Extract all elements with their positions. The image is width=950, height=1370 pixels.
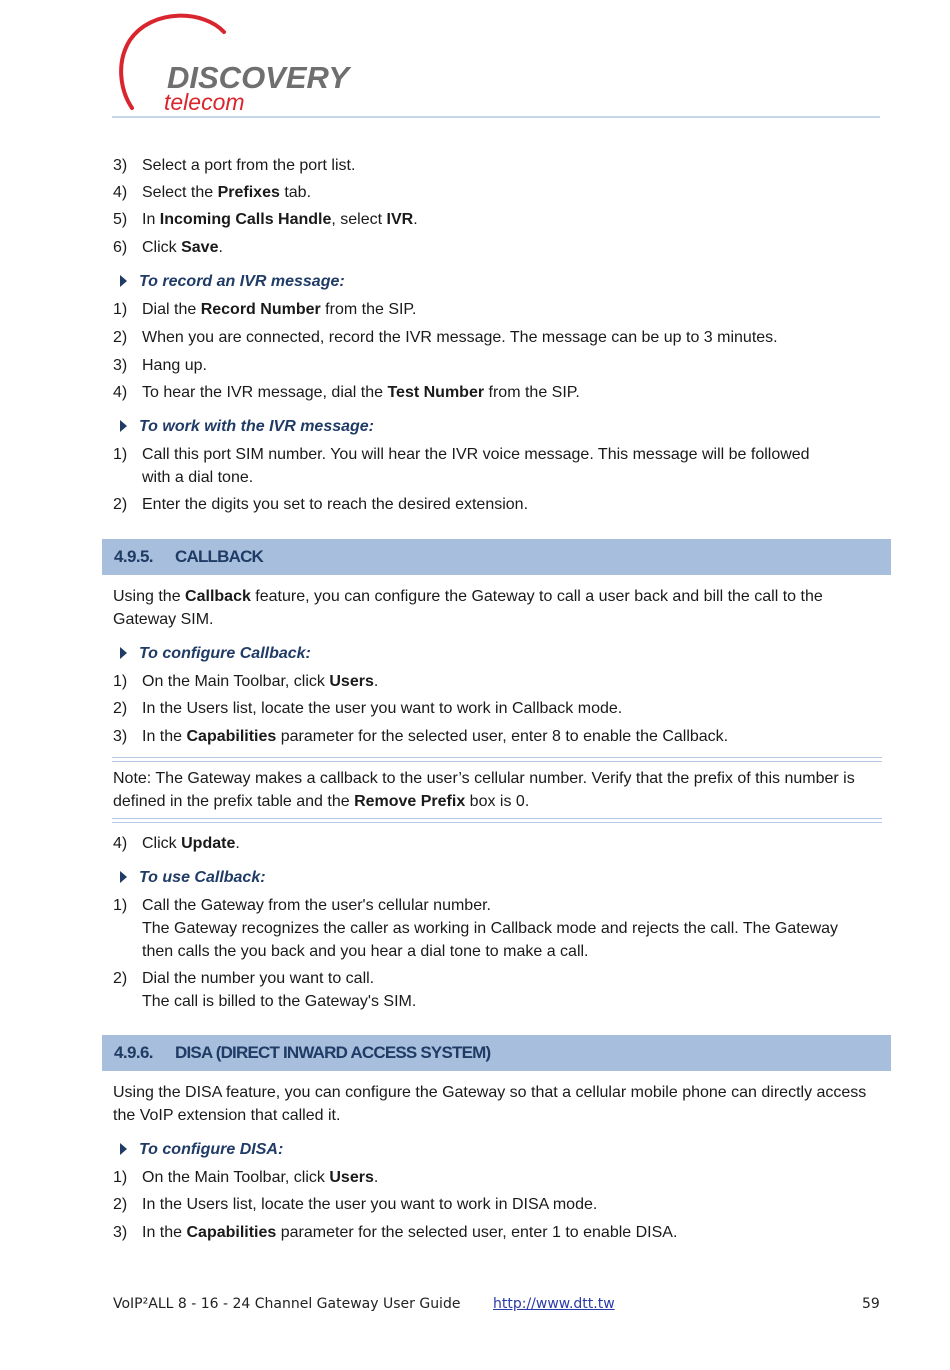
text-run: To hear the IVR message, dial the (142, 384, 388, 401)
step-number: 3) (113, 1224, 128, 1241)
text-run: box is 0. (465, 793, 530, 810)
step-line (113, 298, 416, 321)
bold-term: Remove Prefix (354, 793, 466, 810)
step-line (113, 670, 378, 693)
step-number: 4) (113, 184, 128, 201)
text-run: On the Main Toolbar, click (142, 673, 330, 690)
text-run: tab. (279, 184, 312, 201)
text-run: Hang up. (142, 357, 207, 374)
step-number: 2) (113, 1196, 128, 1213)
text-run: , select (331, 211, 387, 228)
step-number: 2) (113, 329, 128, 346)
step-line: 1) Call this port SIM number. You will hear the IVR voice message. This message will be followed (113, 446, 810, 463)
text-run: In (142, 211, 160, 228)
step-number: 3) (113, 357, 128, 374)
footer-link[interactable]: http://www.dtt.tw (493, 1296, 615, 1312)
text-run: In the Users list, locate the user you want to work in DISA mode. (142, 1196, 598, 1213)
step-number: 4) (113, 835, 128, 852)
procedure-heading: To configure DISA: (120, 1138, 283, 1161)
text-run: . (373, 1169, 379, 1186)
footer-title: VoIP²ALL 8 - 16 - 24 Channel Gateway User Guide (113, 1296, 461, 1312)
step-line (113, 725, 728, 748)
text-run: from the SIP. (320, 301, 417, 318)
footer-url[interactable] (493, 1294, 615, 1314)
text-run: In the (142, 728, 187, 745)
step-number: 1) (113, 301, 128, 318)
step-line (113, 181, 311, 204)
text-run: Click (142, 835, 182, 852)
step-continuation: The Gateway recognizes the caller as working in Callback mode and rejects the call. The Gateway (142, 920, 839, 937)
bold-term: Record Number (200, 301, 321, 318)
step-line (113, 236, 223, 259)
bold-term: Users (329, 673, 374, 690)
step-number: 2) (113, 700, 128, 717)
bold-term: Save (181, 239, 219, 256)
text-run: . (373, 673, 379, 690)
triangle-right-icon (120, 647, 127, 659)
text-run: . (218, 239, 223, 256)
note-top-rule (112, 757, 882, 762)
triangle-right-icon (120, 871, 127, 883)
page-number: 59 (862, 1296, 880, 1312)
text-run: On the Main Toolbar, click (142, 1169, 330, 1186)
step-line: 1) Call the Gateway from the user's cellular number. (113, 897, 491, 914)
text-run: When you are connected, record the IVR message. The message can be up to 3 minutes. (142, 329, 778, 346)
logo-sub: telecom (164, 89, 245, 115)
text-run: parameter for the selected user, enter 8 to enable the Callback. (276, 728, 729, 745)
text-run: feature, you can configure the Gateway to call a user back and bill the call to the Gateway SIM. (113, 588, 823, 628)
bold-term: Incoming Calls Handle (159, 211, 332, 228)
step-number: 1) (113, 1169, 128, 1186)
bold-term: Callback (185, 588, 251, 605)
bold-term: Capabilities (186, 1224, 277, 1241)
step-line (113, 208, 418, 231)
bold-term: Test Number (387, 384, 485, 401)
note (113, 767, 883, 813)
step-line (113, 354, 207, 377)
text-run: Select the (142, 184, 218, 201)
step-line (113, 1193, 597, 1216)
text-run: parameter for the selected user, enter 1 to enable DISA. (276, 1224, 678, 1241)
step-number: 3) (113, 728, 128, 745)
step-line (113, 381, 580, 404)
text-run: In the Users list, locate the user you want to work in Callback mode. (142, 700, 623, 717)
bold-term: Users (329, 1169, 374, 1186)
procedure-heading: To configure Callback: (120, 642, 311, 665)
step-continuation: The call is billed to the Gateway's SIM. (142, 993, 417, 1010)
section-heading-disa: 4.9.6. DISA (DIRECT INWARD ACCESS SYSTEM) (102, 1035, 891, 1071)
step-line (113, 326, 778, 349)
step-number: 3) (113, 157, 128, 174)
step-line: 2) Enter the digits you set to reach the desired extension. (113, 496, 529, 513)
header-rule (112, 116, 880, 118)
triangle-right-icon (120, 1143, 127, 1155)
bold-term: Prefixes (217, 184, 280, 201)
text-run: . (413, 211, 418, 228)
text-run: Select a port from the port list. (142, 157, 356, 174)
text-run: Using the (113, 588, 186, 605)
bold-term: Update (181, 835, 236, 852)
text-run: from the SIP. (484, 384, 580, 401)
bold-term: IVR (386, 211, 414, 228)
triangle-right-icon (120, 420, 127, 432)
section-heading-callback: 4.9.5. CALLBACK (102, 539, 891, 575)
step-number: 4) (113, 384, 128, 401)
logo-brand: DISCOVERY (167, 60, 350, 95)
text-run: . (235, 835, 240, 852)
step-line (113, 1166, 378, 1189)
step-continuation: with a dial tone. (142, 469, 254, 486)
step-line (113, 154, 355, 177)
step-number: 1) (113, 673, 128, 690)
note-bottom-rule (112, 818, 882, 823)
discovery-telecom-logo (112, 10, 372, 120)
step-continuation: then calls the you back and you hear a dial tone to make a call. (142, 943, 589, 960)
procedure-heading: To work with the IVR message: (120, 415, 374, 438)
step-line (113, 832, 240, 855)
text-run: Note: The Gateway makes a callback to the user’s cellular number. Verify that the prefix of this number is defined in the prefix table and the (113, 770, 855, 810)
step-number: 6) (113, 239, 128, 256)
text-run: In the (142, 1224, 187, 1241)
step-line (113, 1221, 677, 1244)
step-line (113, 697, 622, 720)
procedure-heading: To record an IVR message: (120, 270, 345, 293)
step-number: 5) (113, 211, 128, 228)
text-run: Dial the (142, 301, 201, 318)
bold-term: Capabilities (186, 728, 277, 745)
text-run: Click (142, 239, 182, 256)
procedure-heading: To use Callback: (120, 866, 266, 889)
triangle-right-icon (120, 275, 127, 287)
callback-intro (113, 585, 883, 631)
step-line: 2) Dial the number you want to call. (113, 970, 375, 987)
disa-intro: Using the DISA feature, you can configure the Gateway so that a cellular mobile phone can directly access the VoIP extension that called it. (113, 1084, 867, 1124)
